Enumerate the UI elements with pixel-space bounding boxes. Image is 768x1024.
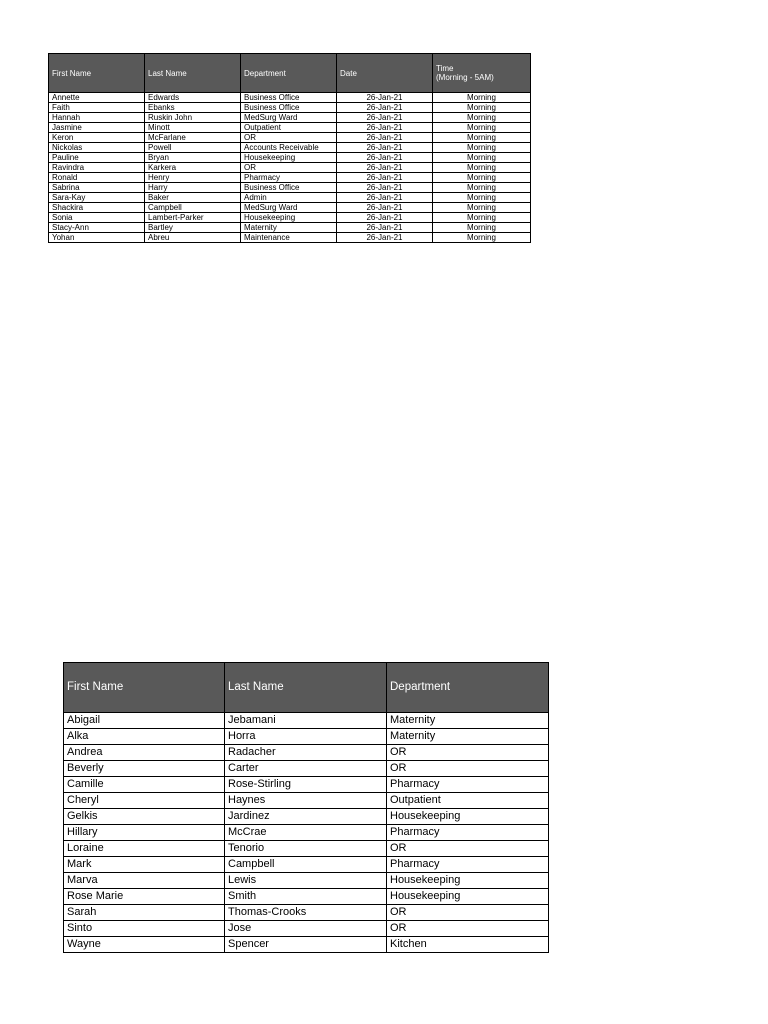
morning-staff-table [48, 53, 531, 243]
cell-last-name: Ruskin John [145, 113, 241, 123]
cell-first-name: Cheryl [64, 793, 225, 809]
cell-last-name: Jose [225, 921, 387, 937]
cell-last-name: Minott [145, 123, 241, 133]
cell-department: Housekeeping [241, 213, 337, 223]
cell-first-name: Annette [49, 93, 145, 103]
cell-first-name: Andrea [64, 745, 225, 761]
cell-last-name: Smith [225, 889, 387, 905]
cell-time: Morning [433, 203, 531, 213]
cell-time: Morning [433, 213, 531, 223]
cell-last-name: Rose-Stirling [225, 777, 387, 793]
cell-time: Morning [433, 173, 531, 183]
cell-time: Morning [433, 153, 531, 163]
cell-department: Pharmacy [387, 825, 549, 841]
cell-department: OR [387, 921, 549, 937]
cell-department: OR [387, 841, 549, 857]
cell-last-name: Haynes [225, 793, 387, 809]
table-row [64, 793, 549, 809]
cell-department: Business Office [241, 183, 337, 193]
cell-date: 26-Jan-21 [337, 123, 433, 133]
cell-last-name: McCrae [225, 825, 387, 841]
cell-first-name: Pauline [49, 153, 145, 163]
cell-first-name: Keron [49, 133, 145, 143]
cell-time: Morning [433, 143, 531, 153]
table-row [49, 183, 531, 193]
cell-first-name: Ronald [49, 173, 145, 183]
table-row [64, 905, 549, 921]
cell-last-name: Ebanks [145, 103, 241, 113]
cell-last-name: Jardinez [225, 809, 387, 825]
cell-last-name: Lewis [225, 873, 387, 889]
cell-last-name: Lambert-Parker [145, 213, 241, 223]
table-row [49, 173, 531, 183]
cell-department: Accounts Receivable [241, 143, 337, 153]
table-row [49, 233, 531, 243]
cell-last-name: Jebamani [225, 713, 387, 729]
cell-last-name: Tenorio [225, 841, 387, 857]
cell-first-name: Loraine [64, 841, 225, 857]
cell-time: Morning [433, 163, 531, 173]
table-row [49, 193, 531, 203]
cell-time: Morning [433, 133, 531, 143]
cell-first-name: Sara-Kay [49, 193, 145, 203]
cell-last-name: Henry [145, 173, 241, 183]
cell-last-name: Bryan [145, 153, 241, 163]
table-row [64, 889, 549, 905]
table-row [49, 123, 531, 133]
table-row [64, 825, 549, 841]
cell-first-name: Camille [64, 777, 225, 793]
cell-last-name: Bartley [145, 223, 241, 233]
cell-department: Housekeeping [387, 809, 549, 825]
header-department: Department [387, 663, 549, 713]
cell-date: 26-Jan-21 [337, 203, 433, 213]
cell-date: 26-Jan-21 [337, 143, 433, 153]
cell-department: Outpatient [387, 793, 549, 809]
table-row [64, 745, 549, 761]
cell-last-name: Carter [225, 761, 387, 777]
table-row [49, 213, 531, 223]
table-header-row [49, 54, 531, 93]
table-row [64, 777, 549, 793]
table-row [64, 841, 549, 857]
staff-department-table [63, 662, 549, 953]
cell-department: OR [241, 133, 337, 143]
cell-time: Morning [433, 93, 531, 103]
cell-department: Housekeeping [387, 873, 549, 889]
cell-first-name: Sonia [49, 213, 145, 223]
cell-first-name: Alka [64, 729, 225, 745]
table-row [49, 153, 531, 163]
cell-time: Morning [433, 113, 531, 123]
table-row [49, 163, 531, 173]
header-time [433, 54, 531, 93]
table-row [49, 93, 531, 103]
cell-first-name: Hannah [49, 113, 145, 123]
cell-department: Business Office [241, 93, 337, 103]
cell-first-name: Shackira [49, 203, 145, 213]
cell-first-name: Mark [64, 857, 225, 873]
table-row [49, 143, 531, 153]
cell-date: 26-Jan-21 [337, 133, 433, 143]
cell-last-name: Abreu [145, 233, 241, 243]
cell-last-name: Harry [145, 183, 241, 193]
table-row [64, 873, 549, 889]
cell-department: OR [241, 163, 337, 173]
cell-time: Morning [433, 233, 531, 243]
cell-first-name: Sarah [64, 905, 225, 921]
cell-last-name: Edwards [145, 93, 241, 103]
cell-department: MedSurg Ward [241, 203, 337, 213]
cell-time: Morning [433, 123, 531, 133]
cell-department: Maternity [387, 729, 549, 745]
table-row [64, 857, 549, 873]
table-row [64, 937, 549, 953]
cell-date: 26-Jan-21 [337, 103, 433, 113]
cell-department: Maternity [241, 223, 337, 233]
cell-date: 26-Jan-21 [337, 223, 433, 233]
cell-date: 26-Jan-21 [337, 213, 433, 223]
cell-department: OR [387, 761, 549, 777]
cell-first-name: Marva [64, 873, 225, 889]
cell-date: 26-Jan-21 [337, 233, 433, 243]
cell-department: OR [387, 745, 549, 761]
cell-department: Business Office [241, 103, 337, 113]
header-last-name: Last Name [145, 54, 241, 93]
cell-time: Morning [433, 183, 531, 193]
header-first-name: First Name [64, 663, 225, 713]
table-row [64, 921, 549, 937]
header-last-name: Last Name [225, 663, 387, 713]
cell-last-name: Campbell [225, 857, 387, 873]
table-row [64, 713, 549, 729]
header-time-note: (Morning - 5AM) [436, 73, 494, 82]
cell-last-name: Campbell [145, 203, 241, 213]
cell-last-name: Radacher [225, 745, 387, 761]
table-row [49, 113, 531, 123]
cell-time: Morning [433, 193, 531, 203]
cell-department: OR [387, 905, 549, 921]
header-department: Department [241, 54, 337, 93]
cell-date: 26-Jan-21 [337, 183, 433, 193]
cell-first-name: Jasmine [49, 123, 145, 133]
cell-last-name: Spencer [225, 937, 387, 953]
cell-department: Maternity [387, 713, 549, 729]
cell-department: Pharmacy [387, 857, 549, 873]
cell-date: 26-Jan-21 [337, 113, 433, 123]
cell-date: 26-Jan-21 [337, 93, 433, 103]
cell-date: 26-Jan-21 [337, 173, 433, 183]
cell-department: Admin [241, 193, 337, 203]
cell-department: Housekeeping [387, 889, 549, 905]
cell-first-name: Stacy-Ann [49, 223, 145, 233]
table-row [49, 203, 531, 213]
cell-date: 26-Jan-21 [337, 163, 433, 173]
cell-last-name: Powell [145, 143, 241, 153]
cell-first-name: Abigail [64, 713, 225, 729]
cell-department: Outpatient [241, 123, 337, 133]
cell-date: 26-Jan-21 [337, 193, 433, 203]
cell-first-name: Hillary [64, 825, 225, 841]
cell-first-name: Rose Marie [64, 889, 225, 905]
table-row [49, 133, 531, 143]
cell-last-name: Thomas-Crooks [225, 905, 387, 921]
cell-first-name: Faith [49, 103, 145, 113]
cell-first-name: Sinto [64, 921, 225, 937]
cell-last-name: McFarlane [145, 133, 241, 143]
cell-first-name: Ravindra [49, 163, 145, 173]
cell-department: MedSurg Ward [241, 113, 337, 123]
cell-first-name: Wayne [64, 937, 225, 953]
cell-date: 26-Jan-21 [337, 153, 433, 163]
cell-time: Morning [433, 103, 531, 113]
cell-last-name: Baker [145, 193, 241, 203]
table-header-row [64, 663, 549, 713]
table-row [64, 761, 549, 777]
table-row [49, 223, 531, 233]
table-row [49, 103, 531, 113]
cell-first-name: Nickolas [49, 143, 145, 153]
cell-department: Housekeeping [241, 153, 337, 163]
header-date: Date [337, 54, 433, 93]
cell-first-name: Gelkis [64, 809, 225, 825]
cell-last-name: Horra [225, 729, 387, 745]
cell-last-name: Karkera [145, 163, 241, 173]
header-first-name: First Name [49, 54, 145, 93]
cell-department: Pharmacy [241, 173, 337, 183]
cell-department: Maintenance [241, 233, 337, 243]
header-time-label: Time [436, 64, 454, 73]
cell-department: Kitchen [387, 937, 549, 953]
table-row [64, 729, 549, 745]
cell-first-name: Beverly [64, 761, 225, 777]
cell-first-name: Sabrina [49, 183, 145, 193]
cell-first-name: Yohan [49, 233, 145, 243]
cell-department: Pharmacy [387, 777, 549, 793]
table-row [64, 809, 549, 825]
cell-time: Morning [433, 223, 531, 233]
